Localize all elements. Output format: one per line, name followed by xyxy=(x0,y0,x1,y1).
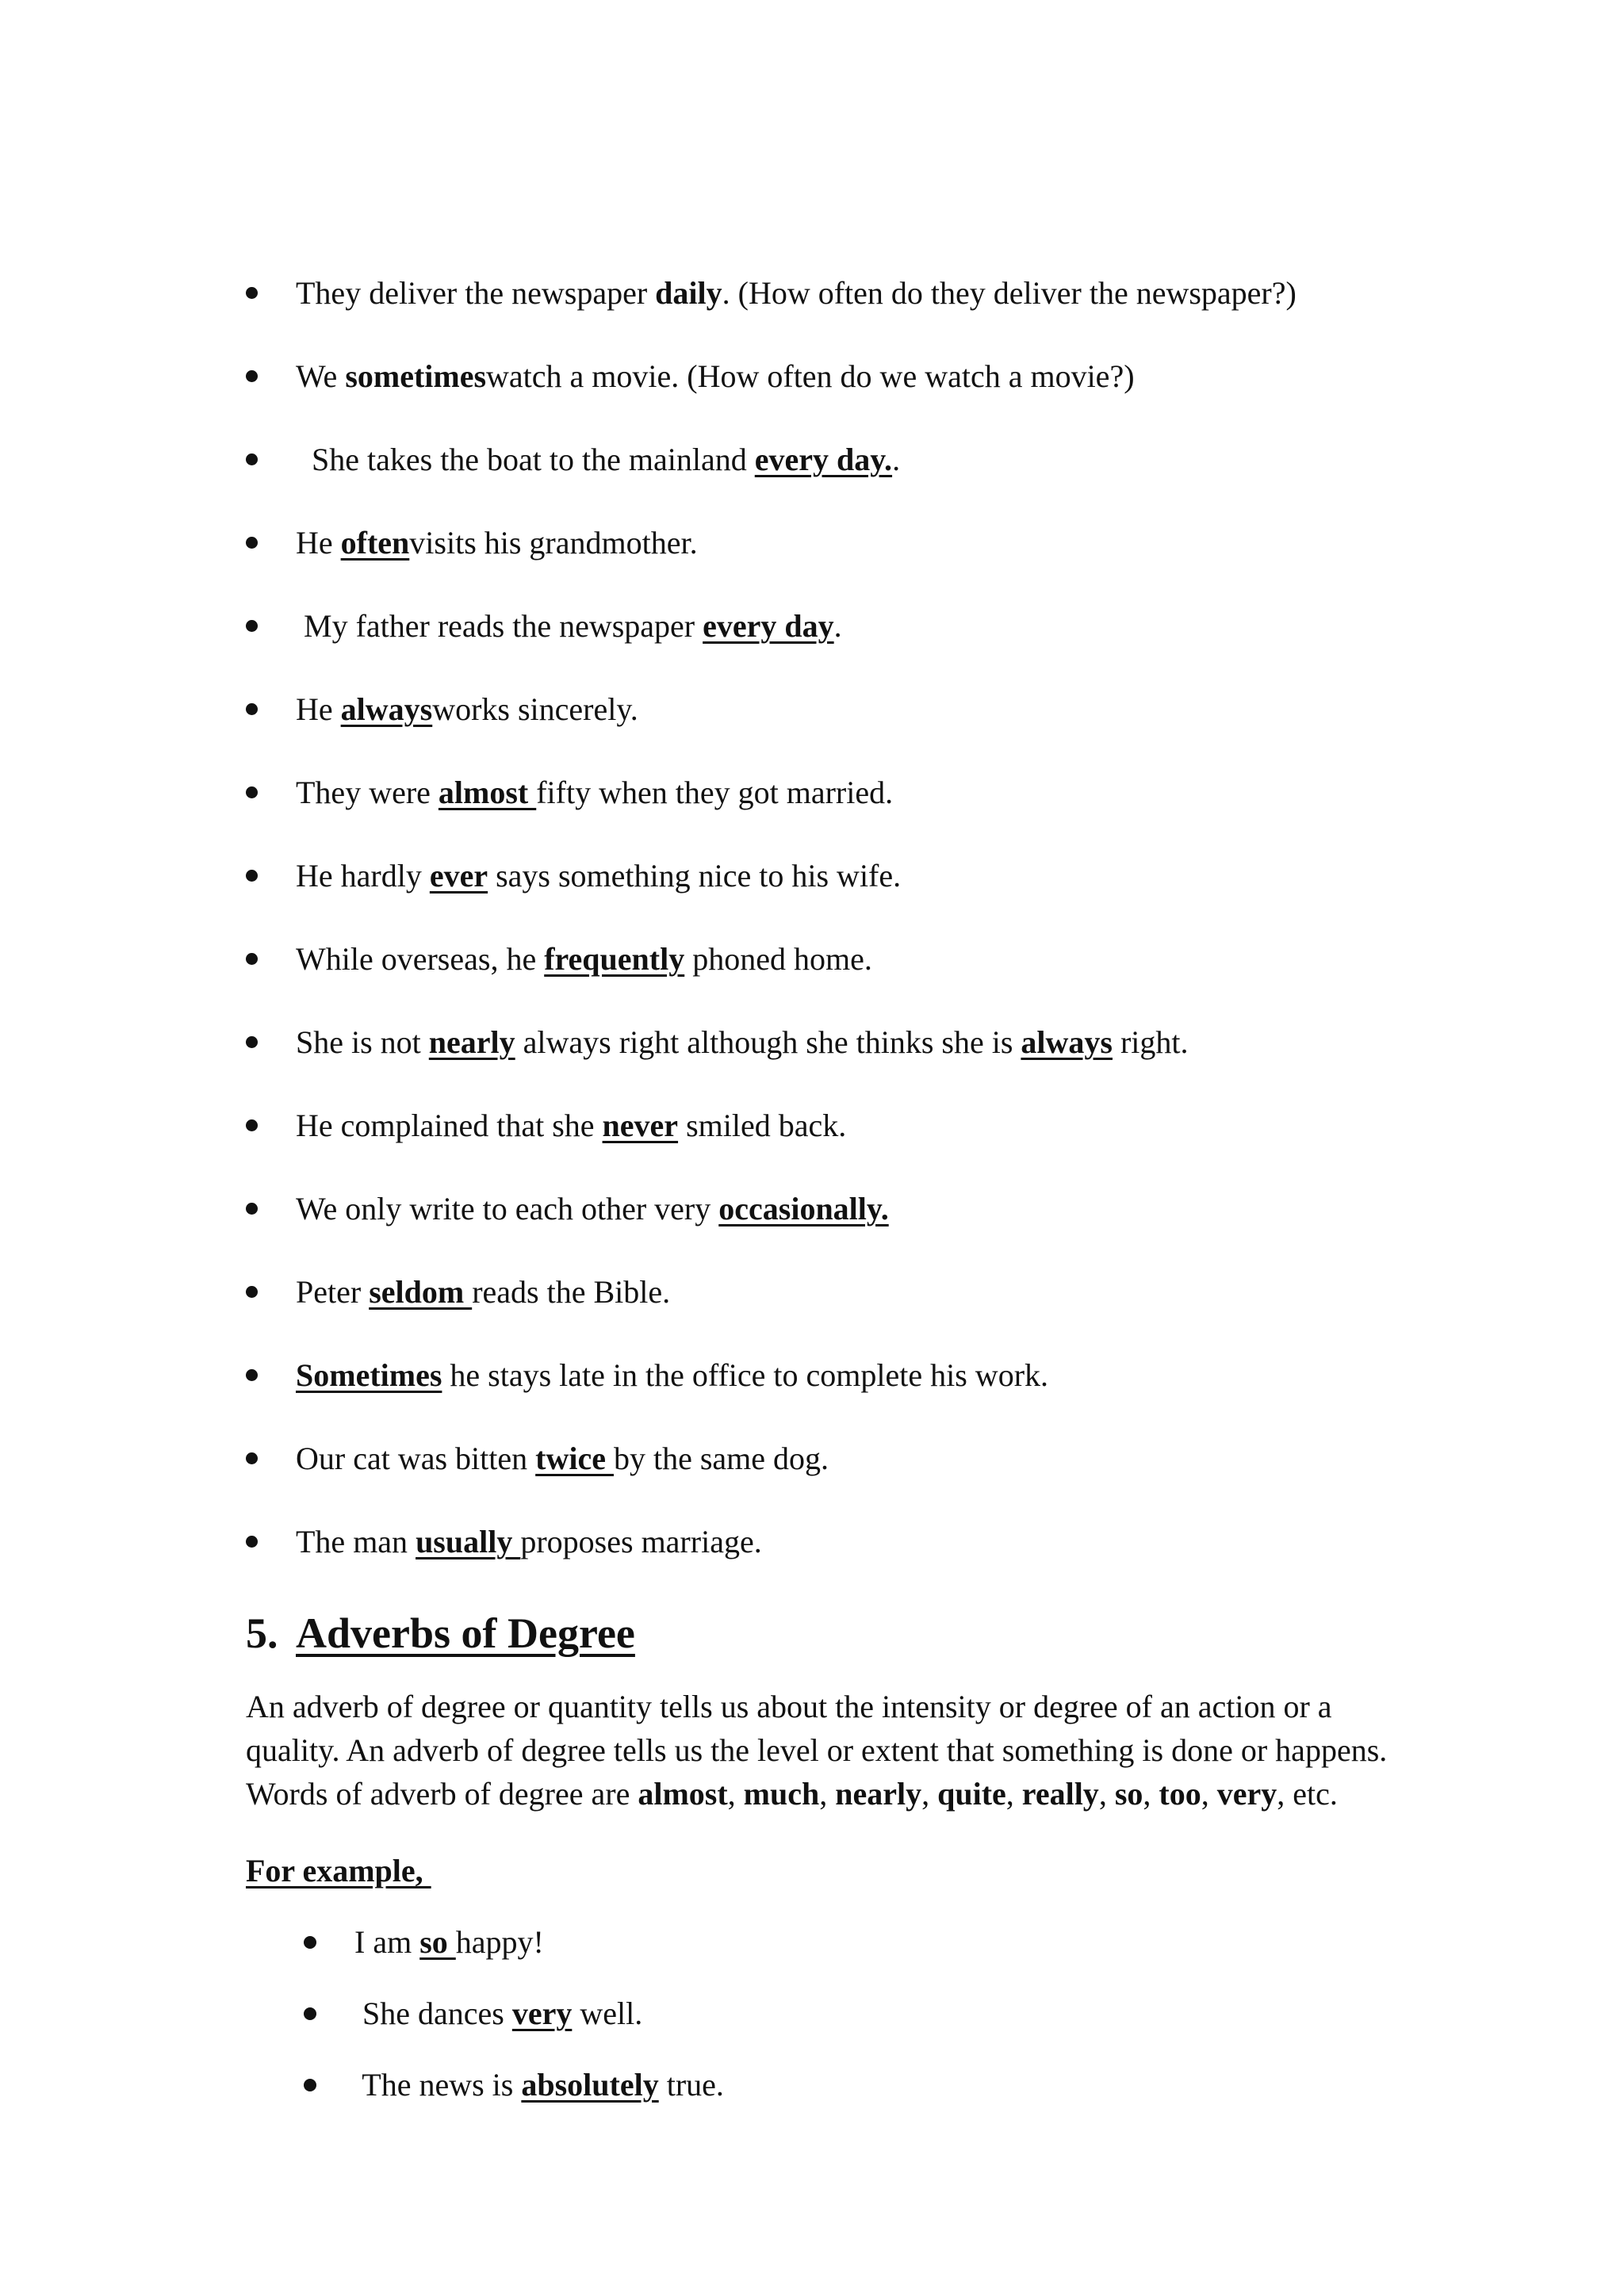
description-line-1: An adverb of degree or quantity tells us about the intensity or degree of an action or a xyxy=(246,1689,1332,1724)
description-line-3: Words of adverb of degree are almost, much, nearly, quite, really, so, too, very, etc. xyxy=(246,1776,1338,1812)
list-item xyxy=(0,1435,1624,1483)
list-item xyxy=(0,436,1624,484)
degree-word: quite xyxy=(937,1776,1006,1812)
item-text: While overseas, he xyxy=(296,941,545,977)
degree-word: nearly xyxy=(835,1776,922,1812)
list-item xyxy=(0,1185,1624,1233)
list-item-text xyxy=(296,1518,762,1566)
item-text: The man xyxy=(296,1524,416,1559)
list-item-text xyxy=(354,2061,724,2109)
list-item xyxy=(0,519,1624,567)
item-text: I am xyxy=(354,1924,420,1960)
list-item-text xyxy=(296,1269,670,1316)
list-item-text xyxy=(296,936,872,983)
item-text: They deliver the newspaper xyxy=(296,275,656,311)
item-text: . xyxy=(833,608,842,644)
list-item-text xyxy=(354,1990,642,2038)
item-text: says something nice to his wife. xyxy=(488,858,902,894)
adverb-keyword: frequently xyxy=(544,941,685,977)
item-text: . (How often do they deliver the newspaper?) xyxy=(722,275,1297,311)
adverb-keyword: Sometimes xyxy=(296,1357,442,1393)
item-text: reads the Bible. xyxy=(472,1274,671,1310)
list-item xyxy=(0,1919,1624,1966)
list-item xyxy=(0,270,1624,317)
bullet-icon xyxy=(246,1452,258,1464)
adverb-keyword: so xyxy=(419,1924,456,1960)
item-text: She dances xyxy=(354,1996,512,2031)
adverb-keyword: almost xyxy=(438,775,537,810)
list-item xyxy=(0,603,1624,650)
list-item xyxy=(0,353,1624,400)
description-text: , etc. xyxy=(1277,1776,1338,1812)
bullet-icon xyxy=(246,287,258,299)
list-item-text xyxy=(354,1919,544,1966)
degree-word: much xyxy=(743,1776,820,1812)
item-text: works sincerely. xyxy=(432,691,638,727)
item-text: He xyxy=(296,691,341,727)
adverb-keyword: always xyxy=(340,691,433,727)
adverb-keyword: seldom xyxy=(369,1274,473,1310)
bullet-icon xyxy=(246,786,258,798)
degree-word: almost xyxy=(638,1776,728,1812)
adverb-keyword: every day. xyxy=(754,442,893,477)
list-item xyxy=(0,852,1624,900)
bullet-icon xyxy=(246,1536,258,1548)
adverb-keyword: absolutely xyxy=(521,2067,659,2103)
bullet-icon xyxy=(246,1119,258,1131)
item-text: We only write to each other very xyxy=(296,1191,719,1226)
item-text: fifty when they got married. xyxy=(536,775,894,810)
list-item-text xyxy=(296,1352,1048,1399)
list-item xyxy=(0,769,1624,817)
item-text: She takes the boat to the mainland xyxy=(296,442,755,477)
item-text: Our cat was bitten xyxy=(296,1441,536,1476)
degree-word: very xyxy=(1216,1776,1277,1812)
description-text: Words of adverb of degree are xyxy=(246,1776,638,1812)
adverb-keyword: twice xyxy=(535,1441,614,1476)
adverb-keyword: very xyxy=(511,1996,573,2031)
example-label: For example, xyxy=(246,1853,431,1888)
list-item-text xyxy=(296,603,842,650)
item-text: She is not xyxy=(296,1024,429,1060)
item-text: happy! xyxy=(455,1924,544,1960)
item-text: phoned home. xyxy=(684,941,872,977)
bullet-icon xyxy=(246,453,258,465)
list-item-text xyxy=(296,686,638,733)
item-text: watch a movie. (How often do we watch a movie?) xyxy=(486,358,1135,394)
item-text: They were xyxy=(296,775,439,810)
list-item xyxy=(0,686,1624,733)
list-item-text xyxy=(296,270,1297,317)
description-line-2: quality. An adverb of degree tells us the level or extent that something is done or happens. xyxy=(246,1732,1388,1768)
adverb-keyword: sometimes xyxy=(345,358,487,394)
item-text: . xyxy=(892,442,901,477)
section-number: 5. xyxy=(246,1609,278,1657)
adverb-keyword: always xyxy=(1021,1024,1113,1060)
degree-word: really xyxy=(1021,1776,1099,1812)
list-item xyxy=(0,1518,1624,1566)
adverb-keyword: ever xyxy=(429,858,488,894)
list-item-text xyxy=(296,852,901,900)
bullet-icon xyxy=(304,2007,316,2020)
item-text: My father reads the newspaper xyxy=(296,608,703,644)
adverb-keyword: often xyxy=(340,525,410,561)
bullet-icon xyxy=(246,1203,258,1215)
item-text: always right although she thinks she is xyxy=(515,1024,1021,1060)
section-description xyxy=(246,1685,1483,1816)
list-item xyxy=(0,1352,1624,1399)
list-item-text xyxy=(296,519,698,567)
bullet-icon xyxy=(246,1036,258,1048)
item-text: The news is xyxy=(354,2067,522,2103)
adverb-keyword: nearly xyxy=(428,1024,515,1060)
bullet-icon xyxy=(304,2079,316,2091)
list-item xyxy=(0,2061,1624,2109)
item-text: Peter xyxy=(296,1274,370,1310)
list-item xyxy=(0,1269,1624,1316)
list-item xyxy=(0,1990,1624,2038)
list-item xyxy=(0,1019,1624,1066)
adverb-keyword: every day xyxy=(703,608,834,644)
bullet-icon xyxy=(246,1369,258,1381)
item-text: well. xyxy=(572,1996,643,2031)
section-heading xyxy=(246,1601,635,1665)
item-text: We xyxy=(296,358,346,394)
adverb-keyword: occasionally. xyxy=(718,1191,889,1226)
list-item xyxy=(0,1102,1624,1150)
list-item-text xyxy=(296,353,1135,400)
degree-word: too xyxy=(1159,1776,1201,1812)
bullet-icon xyxy=(304,1936,316,1949)
degree-word: so xyxy=(1114,1776,1143,1812)
item-text: He hardly xyxy=(296,858,430,894)
item-text: by the same dog. xyxy=(613,1441,829,1476)
section-title: Adverbs of Degree xyxy=(296,1609,635,1657)
adverb-keyword: never xyxy=(602,1108,679,1143)
bullet-icon xyxy=(246,1286,258,1298)
bullet-icon xyxy=(246,953,258,965)
list-item-text xyxy=(296,1185,889,1233)
adverb-keyword: usually xyxy=(416,1524,521,1559)
list-item xyxy=(0,936,1624,983)
adverb-keyword: daily xyxy=(655,275,722,311)
item-text: visits his grandmother. xyxy=(409,525,698,561)
item-text: smiled back. xyxy=(678,1108,847,1143)
bullet-icon xyxy=(246,620,258,632)
list-item-text xyxy=(296,769,893,817)
bullet-icon xyxy=(246,537,258,549)
list-item-text xyxy=(296,1102,846,1150)
list-item-text xyxy=(296,1019,1189,1066)
item-text: right. xyxy=(1112,1024,1189,1060)
item-text: proposes marriage. xyxy=(520,1524,762,1559)
list-item-text xyxy=(296,1435,829,1483)
item-text: he stays late in the office to complete his work. xyxy=(442,1357,1049,1393)
bullet-icon xyxy=(246,370,258,382)
item-text: He complained that she xyxy=(296,1108,603,1143)
bullet-icon xyxy=(246,870,258,882)
bullet-icon xyxy=(246,703,258,715)
item-text: true. xyxy=(658,2067,724,2103)
item-text: He xyxy=(296,525,341,561)
list-item-text xyxy=(296,436,900,484)
